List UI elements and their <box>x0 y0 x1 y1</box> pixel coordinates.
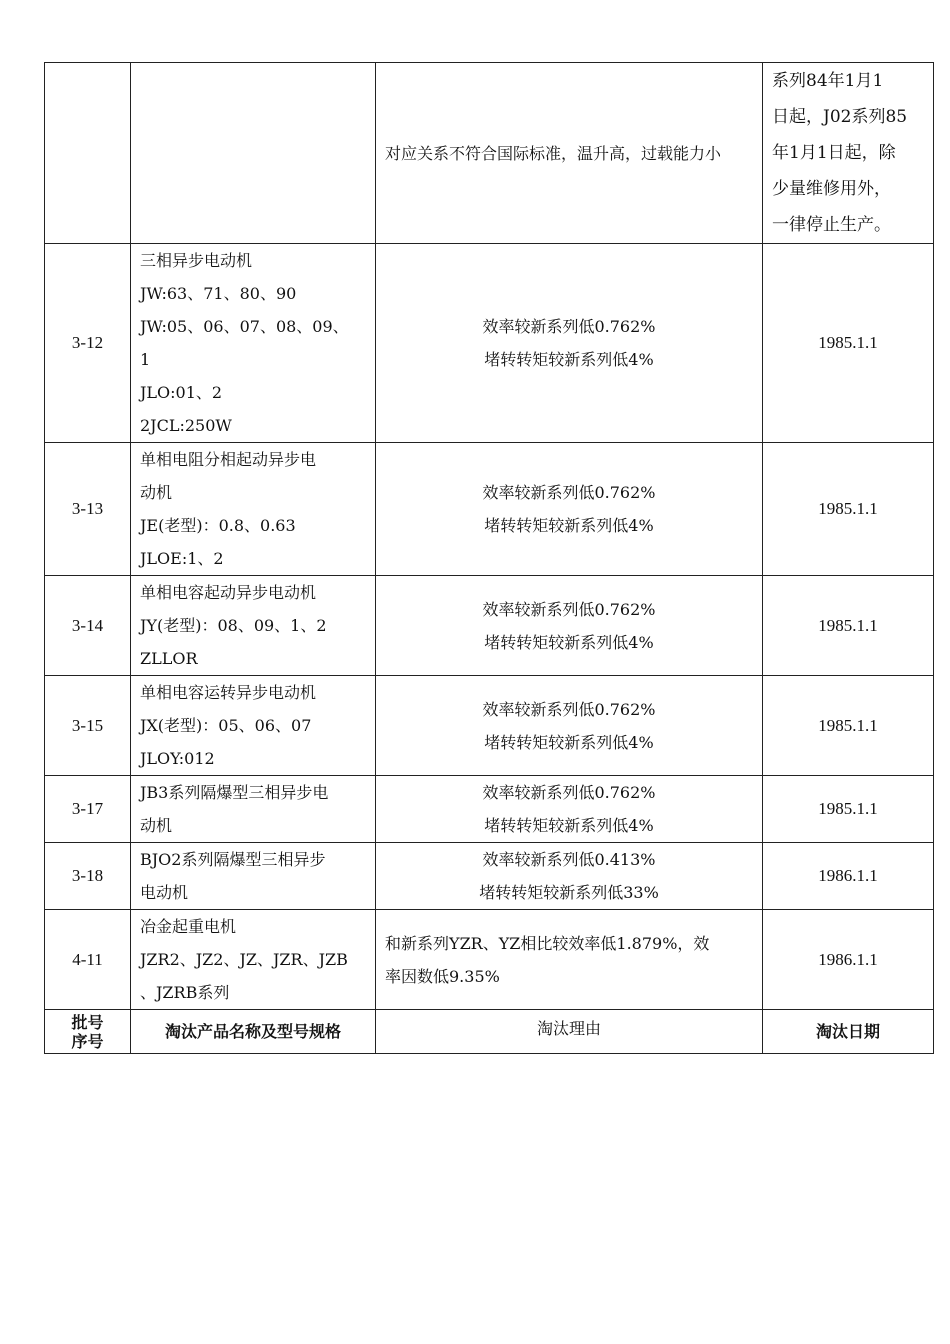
reason-line: 堵转转矩较新系列低33% <box>479 883 659 902</box>
cell-date: 1985.1.1 <box>763 676 934 776</box>
name-line: JW:05、06、07、08、09、 <box>140 317 349 336</box>
table-header-row <box>45 1010 934 1054</box>
name-line: 冶金起重电机 <box>140 917 237 936</box>
cell-reason <box>376 443 763 576</box>
cell-no <box>45 63 131 244</box>
note-line: 日起，J02系列85 <box>772 107 908 127</box>
reason-line: 效率较新系列低0.762% <box>482 783 656 802</box>
name-line: JE(老型)：0.8、0.63 <box>140 516 296 535</box>
reason-line: 效率较新系列低0.762% <box>482 599 656 619</box>
cell-name <box>131 843 376 910</box>
cell-no: 3-14 <box>45 576 131 676</box>
name-line: 、JZRB系列 <box>140 983 230 1002</box>
table-row <box>45 576 934 676</box>
reason-text: 对应关系不符合国际标准，温升高，过载能力小 <box>385 143 722 163</box>
name-line: JX(老型)：05、06、07 <box>140 716 312 735</box>
cell-no: 3-13 <box>45 443 131 576</box>
cell-reason <box>376 843 763 910</box>
name-line: JLOE:1、2 <box>140 549 224 568</box>
header-date: 淘汰日期 <box>763 1010 934 1054</box>
header-reason: 淘汰理由 <box>376 1010 763 1054</box>
table-row <box>45 443 934 576</box>
header-product-name: 淘汰产品名称及型号规格 <box>131 1010 376 1054</box>
cell-name <box>131 63 376 244</box>
name-line: 1 <box>140 350 151 369</box>
cell-no: 3-12 <box>45 244 131 443</box>
cell-no: 3-18 <box>45 843 131 910</box>
note-line: 系列84年1月1 <box>772 71 884 91</box>
name-line: ZLLOR <box>140 649 198 668</box>
name-line: 三相异步电动机 <box>140 251 253 270</box>
reason-line: 和新系列YZR、YZ相比较效率低1.879%，效 <box>385 933 710 953</box>
cell-reason <box>376 244 763 443</box>
cell-name <box>131 910 376 1010</box>
cell-date: 1985.1.1 <box>763 443 934 576</box>
name-line: BJO2系列隔爆型三相异步 <box>140 850 326 869</box>
reason-line: 堵转转矩较新系列低4% <box>484 516 654 535</box>
table-row <box>45 244 934 443</box>
cell-name <box>131 443 376 576</box>
table-row <box>45 776 934 843</box>
cell-name <box>131 776 376 843</box>
note-line: 少量维修用外， <box>772 179 891 199</box>
name-line: 单相电容起动异步电动机 <box>140 583 317 602</box>
name-line: 动机 <box>140 483 173 502</box>
reason-line: 效率较新系列低0.762% <box>482 483 656 502</box>
note-line: 一律停止生产。 <box>772 215 891 235</box>
obsolete-products-table <box>44 62 934 1054</box>
cell-reason <box>376 576 763 676</box>
cell-reason <box>376 910 763 1010</box>
header-batch-no <box>45 1010 131 1054</box>
name-line: 电动机 <box>140 883 189 902</box>
reason-line: 堵转转矩较新系列低4% <box>484 632 654 652</box>
cell-date: 1985.1.1 <box>763 576 934 676</box>
cell-date: 1986.1.1 <box>763 910 934 1010</box>
name-line: 单相电阻分相起动异步电 <box>140 450 317 469</box>
cell-no: 3-17 <box>45 776 131 843</box>
reason-line: 效率较新系列低0.762% <box>482 317 656 336</box>
name-line: JZR2、JZ2、JZ、JZR、JZB <box>140 950 348 969</box>
cell-date: 1986.1.1 <box>763 843 934 910</box>
table-row <box>45 843 934 910</box>
name-line: 单相电容运转异步电动机 <box>140 683 317 702</box>
cell-reason <box>376 676 763 776</box>
cell-name <box>131 244 376 443</box>
name-line: JW:63、71、80、90 <box>140 284 297 303</box>
name-line: 动机 <box>140 816 173 835</box>
cell-reason <box>376 776 763 843</box>
table-row <box>45 910 934 1010</box>
cell-no: 4-11 <box>45 910 131 1010</box>
cell-name <box>131 676 376 776</box>
reason-line: 堵转转矩较新系列低4% <box>484 732 654 752</box>
name-line: JLOY:012 <box>140 749 215 768</box>
reason-line: 率因数低9.35% <box>385 966 500 986</box>
reason-line: 堵转转矩较新系列低4% <box>484 350 654 369</box>
header-line: 批号 <box>71 1012 104 1032</box>
name-line: JY(老型)：08、09、1、2 <box>140 616 327 635</box>
name-line: JLO:01、2 <box>140 383 223 402</box>
table-row <box>45 676 934 776</box>
cell-reason <box>376 63 763 244</box>
name-line: JB3系列隔爆型三相异步电 <box>140 783 329 802</box>
cell-no: 3-15 <box>45 676 131 776</box>
reason-line: 堵转转矩较新系列低4% <box>484 816 654 835</box>
reason-line: 效率较新系列低0.762% <box>482 699 656 719</box>
note-line: 年1月1日起，除 <box>772 143 896 163</box>
table-row-continued <box>45 63 934 244</box>
cell-note <box>763 63 934 244</box>
header-line: 序号 <box>71 1031 104 1051</box>
reason-line: 效率较新系列低0.413% <box>482 850 656 869</box>
cell-date: 1985.1.1 <box>763 776 934 843</box>
name-line: 2JCL:250W <box>140 416 232 435</box>
cell-date: 1985.1.1 <box>763 244 934 443</box>
cell-name <box>131 576 376 676</box>
